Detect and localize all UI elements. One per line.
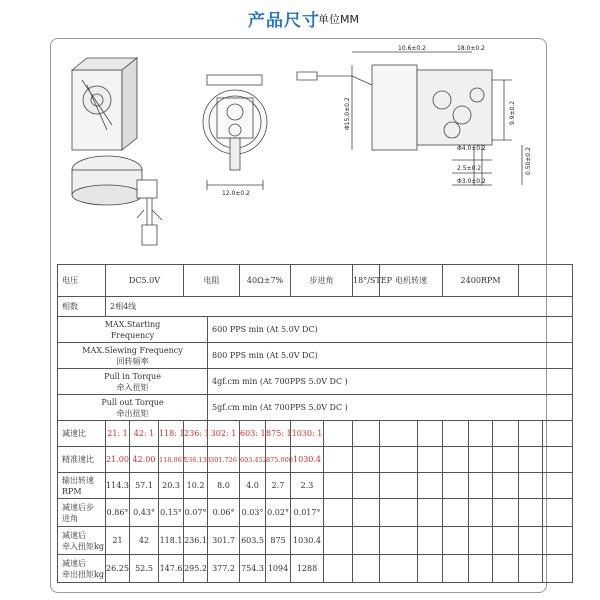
- table-cell: 电阻: [184, 265, 240, 297]
- table-cell: [519, 421, 543, 447]
- table-cell: 精准速比: [58, 447, 106, 473]
- table-cell: 42: 1: [130, 421, 159, 447]
- table-row: [58, 395, 573, 421]
- table-cell: 377.2: [208, 555, 240, 583]
- table-cell: 8.0: [208, 473, 240, 499]
- dim-shaft-len: 0.50±0.2: [525, 147, 532, 175]
- dim-front-width: 12.0±0.2: [222, 190, 250, 197]
- table-cell: 236.1: [184, 527, 208, 555]
- table-cell: [443, 473, 469, 499]
- table-cell: 21: 1: [106, 421, 130, 447]
- table-cell: [469, 447, 493, 473]
- table-cell: 295.2: [184, 555, 208, 583]
- table-cell: Pull out Torque 牵出扭矩: [58, 395, 208, 421]
- table-cell: 2相4线: [106, 297, 573, 317]
- table-cell: 57.1: [130, 473, 159, 499]
- table-cell: [469, 527, 493, 555]
- table-cell: 42: [130, 527, 159, 555]
- table-cell: 302: 1: [208, 421, 240, 447]
- table-cell: 4gf.cm min (At 700PPS 5.0V DC ): [208, 369, 573, 395]
- table-cell: [353, 473, 380, 499]
- table-cell: [380, 421, 418, 447]
- table-cell: 603.452: [240, 447, 266, 473]
- table-cell: 输出转速 RPM: [58, 473, 106, 499]
- table-cell: [324, 473, 353, 499]
- table-cell: 26.25: [106, 555, 130, 583]
- table-cell: 603.5: [240, 527, 266, 555]
- table-cell: 1030.4: [291, 447, 324, 473]
- table-cell: [543, 421, 573, 447]
- table-row: [58, 265, 573, 297]
- table-cell: 2.3: [291, 473, 324, 499]
- table-cell: [493, 447, 519, 473]
- dim-top-right: 18.0±0.2: [457, 45, 485, 52]
- table-cell: [443, 555, 469, 583]
- page-title: 产品尺寸: [248, 11, 320, 31]
- table-cell: 相数: [58, 297, 106, 317]
- table-cell: [353, 499, 380, 527]
- table-cell: 236.133: [184, 447, 208, 473]
- table-cell: [324, 527, 353, 555]
- table-cell: 875: 1: [266, 421, 291, 447]
- table-cell: 18°/STEP: [353, 265, 380, 297]
- table-cell: 754.3: [240, 555, 266, 583]
- table-cell: [380, 555, 418, 583]
- table-cell: 20.3: [159, 473, 184, 499]
- table-cell: 301.726: [208, 447, 240, 473]
- table-cell: [380, 499, 418, 527]
- table-cell: 42.00: [130, 447, 159, 473]
- table-cell: 118.1: [159, 527, 184, 555]
- table-cell: [493, 527, 519, 555]
- table-cell: [543, 555, 573, 583]
- table-cell: 875: [266, 527, 291, 555]
- motor-front-view: [203, 75, 267, 190]
- dim-top-left: 10.6±0.2: [398, 45, 426, 52]
- dim-body-dia: Φ15.0±0.2: [344, 97, 351, 130]
- table-cell: 147.6: [159, 555, 184, 583]
- table-cell: 减速比: [58, 421, 106, 447]
- table-cell: Pull in Torque 牵入扭矩: [58, 369, 208, 395]
- table-row: [58, 317, 573, 343]
- table-cell: [324, 447, 353, 473]
- table-cell: [418, 527, 443, 555]
- table-cell: [519, 473, 543, 499]
- table-cell: 2.7: [266, 473, 291, 499]
- table-cell: 114.3: [106, 473, 130, 499]
- table-cell: [353, 421, 380, 447]
- table-cell: [519, 499, 543, 527]
- table-cell: 1288: [291, 555, 324, 583]
- table-cell: 21: [106, 527, 130, 555]
- table-cell: [353, 527, 380, 555]
- dim-base-dia: Φ3.0±0.2: [457, 178, 486, 185]
- table-cell: 2400RPM: [443, 265, 519, 297]
- table-cell: 电机转速: [380, 265, 443, 297]
- table-cell: [380, 473, 418, 499]
- table-cell: 1094: [266, 555, 291, 583]
- table-cell: DC5.0V: [106, 265, 184, 297]
- table-cell: 21.00: [106, 447, 130, 473]
- table-cell: [324, 421, 353, 447]
- table-row: [58, 447, 573, 473]
- table-cell: [324, 555, 353, 583]
- table-cell: [493, 421, 519, 447]
- table-row: [58, 421, 573, 447]
- dim-shaft-tip: 2.5±0.2: [457, 165, 482, 172]
- table-cell: [469, 499, 493, 527]
- table-row: [58, 527, 573, 555]
- motor-side-view: [297, 52, 522, 185]
- table-row: [58, 369, 573, 395]
- table-cell: [443, 499, 469, 527]
- table-row: [58, 499, 573, 527]
- table-cell: [418, 447, 443, 473]
- page-header: [0, 6, 600, 30]
- table-cell: 1030.4: [291, 527, 324, 555]
- table-cell: 301.7: [208, 527, 240, 555]
- table-cell: 0.017°: [291, 499, 324, 527]
- unit-label: 单位MM: [318, 13, 359, 26]
- table-cell: [324, 499, 353, 527]
- table-cell: [469, 421, 493, 447]
- table-cell: [519, 265, 573, 297]
- technical-drawing: [52, 40, 545, 262]
- spec-table: [57, 264, 573, 583]
- table-cell: [469, 473, 493, 499]
- table-row: [58, 473, 573, 499]
- table-cell: [380, 527, 418, 555]
- table-cell: 减速后步 进角: [58, 499, 106, 527]
- table-cell: 40Ω±7%: [240, 265, 291, 297]
- dim-height-right: 9.9±0.2: [509, 100, 516, 125]
- table-cell: 600 PPS min (At 5.0V DC): [208, 317, 573, 343]
- table-cell: [543, 447, 573, 473]
- table-row: [58, 297, 573, 317]
- table-cell: 减速后 牵入扭矩kg: [58, 527, 106, 555]
- table-cell: 603: 1: [240, 421, 266, 447]
- table-cell: 800 PPS min (At 5.0V DC): [208, 343, 573, 369]
- table-cell: [353, 447, 380, 473]
- table-cell: 118.067: [159, 447, 184, 473]
- motor-3d-view: [72, 58, 162, 245]
- table-cell: MAX.Slewing Frequency 回转频率: [58, 343, 208, 369]
- table-cell: [543, 473, 573, 499]
- table-cell: 0.15°: [159, 499, 184, 527]
- table-cell: 4.0: [240, 473, 266, 499]
- table-cell: [519, 527, 543, 555]
- table-cell: 1030: 1: [291, 421, 324, 447]
- table-cell: [418, 499, 443, 527]
- table-cell: [380, 447, 418, 473]
- table-row: [58, 555, 573, 583]
- table-cell: [493, 473, 519, 499]
- table-cell: 236: 1: [184, 421, 208, 447]
- table-cell: 52.5: [130, 555, 159, 583]
- table-cell: 875.000: [266, 447, 291, 473]
- table-cell: 118: 1: [159, 421, 184, 447]
- table-cell: [469, 555, 493, 583]
- table-cell: [543, 527, 573, 555]
- table-cell: 减速后 牵出扭矩kg: [58, 555, 106, 583]
- table-cell: [418, 421, 443, 447]
- table-cell: 0.03°: [240, 499, 266, 527]
- table-cell: [519, 447, 543, 473]
- table-cell: 0.06°: [208, 499, 240, 527]
- table-cell: [443, 447, 469, 473]
- table-cell: [543, 499, 573, 527]
- table-cell: 0.86°: [106, 499, 130, 527]
- table-cell: [519, 555, 543, 583]
- table-cell: [418, 473, 443, 499]
- table-cell: 0.43°: [130, 499, 159, 527]
- table-row: [58, 343, 573, 369]
- table-cell: [443, 421, 469, 447]
- table-cell: [353, 555, 380, 583]
- table-cell: [443, 527, 469, 555]
- table-cell: 10.2: [184, 473, 208, 499]
- table-cell: 电压: [58, 265, 106, 297]
- table-cell: MAX.Starting Frequency: [58, 317, 208, 343]
- table-cell: 0.02°: [266, 499, 291, 527]
- table-cell: 5gf.cm min (At 700PPS 5.0V DC ): [208, 395, 573, 421]
- dim-shaft-dia: Φ4.0±0.2: [457, 145, 486, 152]
- table-cell: [493, 499, 519, 527]
- table-cell: [418, 555, 443, 583]
- table-cell: 0.07°: [184, 499, 208, 527]
- table-cell: 步进角: [291, 265, 353, 297]
- table-cell: [493, 555, 519, 583]
